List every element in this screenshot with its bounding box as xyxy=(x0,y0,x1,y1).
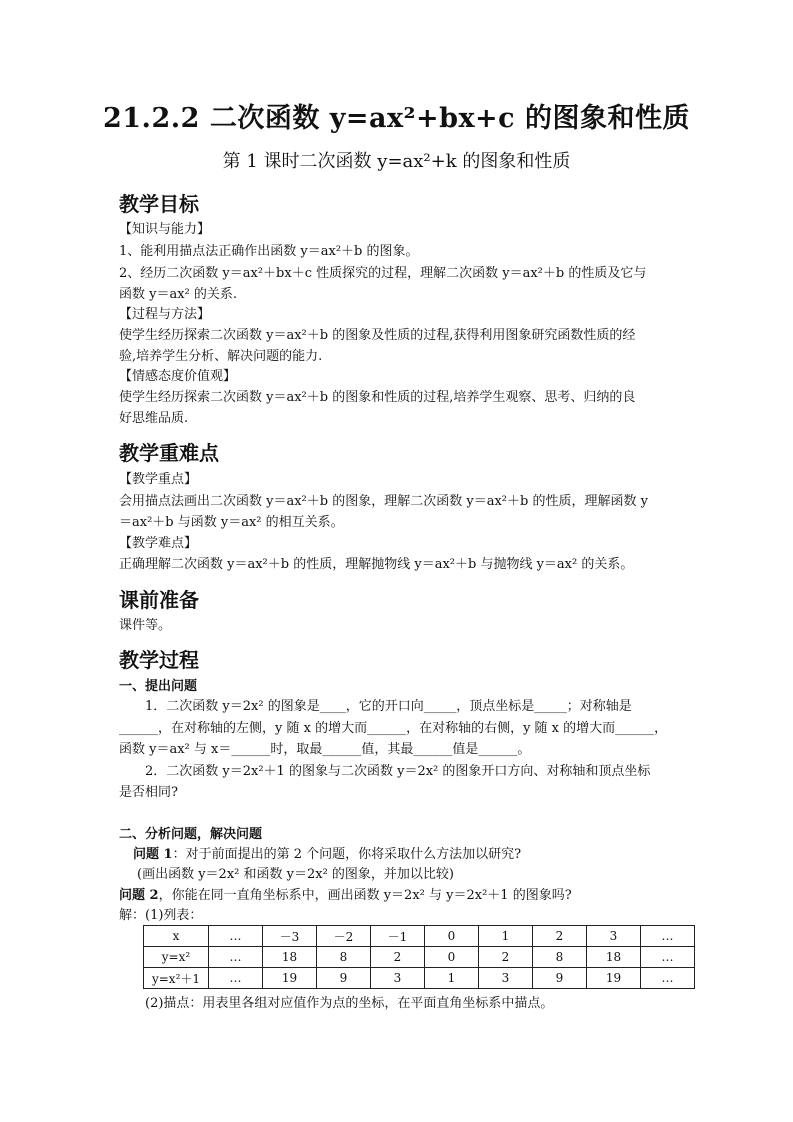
table-cell: －3 xyxy=(263,926,317,947)
table-cell: 1 xyxy=(425,968,479,989)
objective-knowledge-2a: 2、经历二次函数 y＝ax²＋bx＋c 性质探究的过程，理解二次函数 y＝ax²＋b 的性质及它与 xyxy=(119,266,647,281)
table-cell: 8 xyxy=(317,947,371,968)
table-cell: 8 xyxy=(533,947,587,968)
objective-knowledge-label: 【知识与能力】 xyxy=(119,222,211,237)
objective-knowledge-2b: 函数 y＝ax² 的关系. xyxy=(119,287,238,302)
table-cell: … xyxy=(641,926,695,947)
table-cell: … xyxy=(209,968,263,989)
question-2b: 是否相同? xyxy=(119,785,178,800)
keypoint-1b: ＝ax²＋b 与函数 y＝ax² 的相互关系。 xyxy=(119,515,344,530)
page-subtitle: 第 1 课时二次函数 y=ax²+k 的图象和性质 xyxy=(222,151,571,172)
table-cell: y=x²＋1 xyxy=(144,968,209,989)
table-cell: y=x² xyxy=(144,947,209,968)
table-cell: 19 xyxy=(263,968,317,989)
table-cell: 9 xyxy=(533,968,587,989)
prep-text: 课件等。 xyxy=(119,618,172,633)
page-title: 21.2.2 二次函数 y=ax²+bx+c 的图象和性质 xyxy=(102,103,691,134)
table-row xyxy=(144,947,695,968)
objective-knowledge-1: 1、能利用描点法正确作出函数 y＝ax²＋b 的图象。 xyxy=(119,244,419,259)
table-cell: x xyxy=(144,926,209,947)
problem-1-hint: (画出函数 y＝2x² 和函数 y＝2x² 的图象，并加以比较) xyxy=(137,867,454,882)
table-cell: … xyxy=(209,947,263,968)
objective-emotion-label: 【情感态度价值观】 xyxy=(119,369,237,384)
table-cell: 0 xyxy=(425,926,479,947)
table-cell: 18 xyxy=(587,947,641,968)
difficulty-1: 正确理解二次函数 y＝ax²＋b 的性质，理解抛物线 y＝ax²＋b 与抛物线 y＝ax² 的关系。 xyxy=(119,557,634,572)
table-cell: … xyxy=(209,926,263,947)
table-row xyxy=(144,968,695,989)
keypoint-label: 【教学重点】 xyxy=(119,472,198,487)
table-cell: 9 xyxy=(317,968,371,989)
table-cell: 3 xyxy=(587,926,641,947)
objective-process-1a: 使学生经历探索二次函数 y＝ax²＋b 的图象及性质的过程,获得利用图象研究函数性质的经 xyxy=(119,328,636,343)
keypoint-1a: 会用描点法画出二次函数 y＝ax²＋b 的图象，理解二次函数 y＝ax²＋b 的性质，理解函数 y xyxy=(119,494,648,509)
process-part-2: 二、分析问题，解决问题 xyxy=(119,827,263,842)
question-1b: ______，在对称轴的左侧，y 随 x 的增大而______，在对称轴的右侧，y 随 x 的增大而______， xyxy=(119,721,668,736)
problem-2 xyxy=(119,887,572,905)
table-cell: 1 xyxy=(479,926,533,947)
section-heading-process: 教学过程 xyxy=(119,648,199,672)
objective-emotion-1b: 好思维品质. xyxy=(119,411,189,426)
problem-1-label: 问题 1 xyxy=(133,847,173,862)
question-2a: 2．二次函数 y＝2x²＋1 的图象与二次函数 y＝2x² 的图象开口方向、对称轴和顶点坐标 xyxy=(145,764,651,779)
objective-process-1b: 验,培养学生分析、解决问题的能力. xyxy=(119,349,323,364)
objective-emotion-1a: 使学生经历探索二次函数 y＝ax²＋b 的图象和性质的过程,培养学生观察、思考、归纳的良 xyxy=(119,390,636,405)
table-cell: … xyxy=(641,968,695,989)
difficulty-label: 【教学难点】 xyxy=(119,536,198,551)
table-cell: 2 xyxy=(371,947,425,968)
table-cell: 18 xyxy=(263,947,317,968)
table-row xyxy=(144,926,695,947)
section-heading-keypoints: 教学重难点 xyxy=(119,441,219,465)
table-cell: －1 xyxy=(371,926,425,947)
value-table xyxy=(143,925,695,989)
problem-1-text: ：对于前面提出的第 2 个问题，你将采取什么方法加以研究? xyxy=(172,847,522,862)
process-part-1: 一、提出问题 xyxy=(119,679,198,694)
table-cell: 19 xyxy=(587,968,641,989)
section-heading-objectives: 教学目标 xyxy=(119,192,199,216)
table-cell: 3 xyxy=(479,968,533,989)
problem-2-text: ，你能在同一直角坐标系中，画出函数 y＝2x² 与 y＝2x²＋1 的图象吗? xyxy=(158,888,572,903)
solution-step-1: 解：(1)列表： xyxy=(119,908,203,923)
question-1a: 1．二次函数 y＝2x² 的图象是____，它的开口向_____，顶点坐标是_____；对称轴是 xyxy=(145,699,632,714)
problem-1 xyxy=(133,846,521,864)
question-1c: 函数 y＝ax² 与 x＝______时，取最______值，其最______值是______。 xyxy=(119,742,531,757)
problem-2-label: 问题 2 xyxy=(119,888,159,903)
section-heading-prep: 课前准备 xyxy=(119,588,199,612)
table-cell: －2 xyxy=(317,926,371,947)
table-cell: 2 xyxy=(479,947,533,968)
objective-process-label: 【过程与方法】 xyxy=(119,307,211,322)
table-cell: 0 xyxy=(425,947,479,968)
table-cell: 2 xyxy=(533,926,587,947)
table-cell: 3 xyxy=(371,968,425,989)
solution-step-2: (2)描点：用表里各组对应值作为点的坐标，在平面直角坐标系中描点。 xyxy=(145,996,554,1011)
table-cell: … xyxy=(641,947,695,968)
